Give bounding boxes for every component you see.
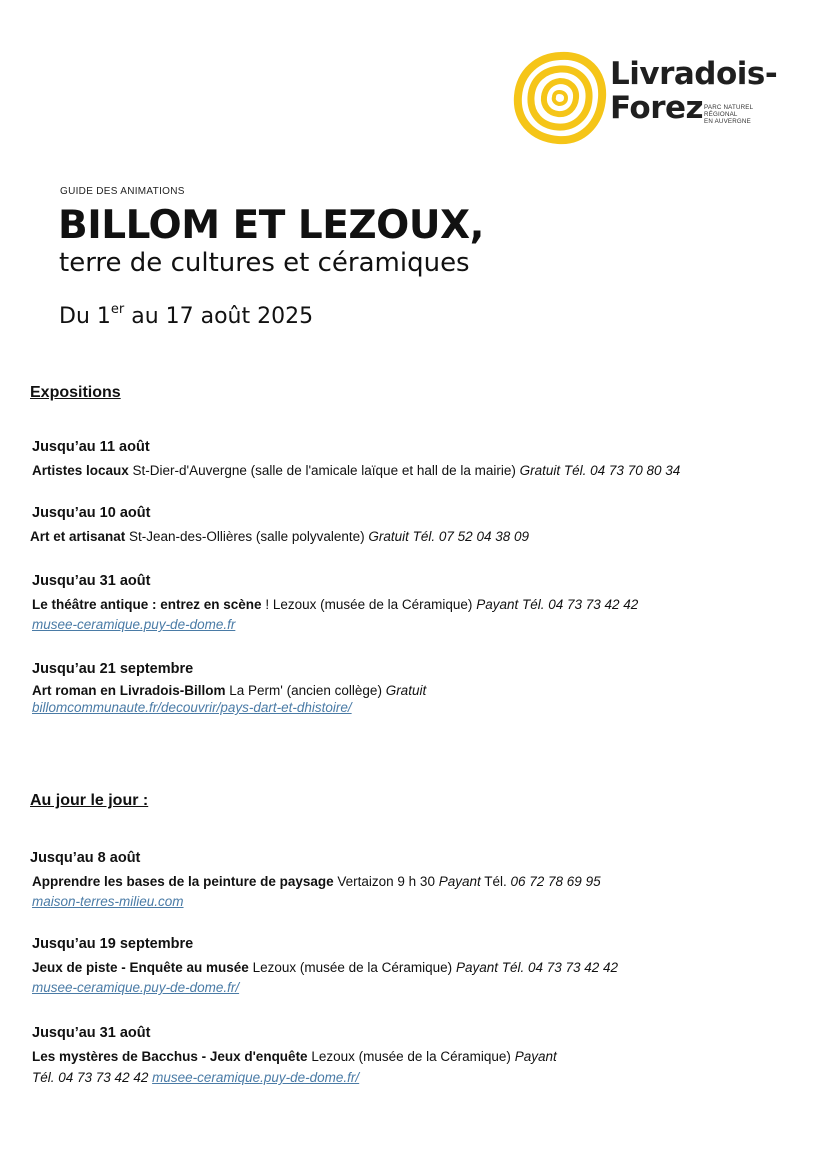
entry-place: La Perm' (ancien collège) [225, 683, 386, 698]
logo-sub-line: EN AUVERGNE [704, 118, 751, 125]
section-heading-au-jour-le-jour: Au jour le jour : [30, 792, 149, 809]
entry-price: Payant [514, 1049, 557, 1064]
entry-place: St-Jean-des-Ollières (salle polyvalente) [125, 529, 369, 544]
entry-price: Payant [438, 874, 481, 889]
dates-pre: Du 1 [59, 304, 111, 329]
entry-details [32, 460, 812, 481]
logo-word-livradois: Livradois- [610, 56, 778, 92]
livradois-forez-logo [512, 50, 792, 150]
list-item [32, 573, 812, 634]
entry-details [30, 526, 810, 547]
page-title: BILLOM ET LEZOUX, [58, 203, 484, 248]
entry-details [32, 594, 812, 615]
entry-link[interactable]: musee-ceramique.puy-de-dome.fr/ [152, 1070, 360, 1085]
entry-name: Art et artisanat [30, 529, 126, 544]
logo-word-forez: Forez [610, 90, 704, 126]
ring-logo-icon [512, 50, 608, 146]
entry-link[interactable]: maison-terres-milieu.com [32, 894, 184, 909]
guide-kicker: GUIDE DES ANIMATIONS [60, 186, 185, 197]
page-subtitle: terre de cultures et céramiques [59, 248, 470, 278]
entry-details-cont [32, 1067, 812, 1088]
logo-sub-line: RÉGIONAL [704, 111, 738, 118]
entry-details [32, 1046, 812, 1067]
entry-link[interactable]: musee-ceramique.puy-de-dome.fr/ [32, 980, 240, 995]
entry-price: Gratuit [519, 463, 561, 478]
entry-tel: Tél. 07 52 04 38 09 [408, 529, 529, 544]
entry-date: Jusqu’au 19 septembre [32, 936, 194, 952]
logo-sub-line: PARC NATUREL [704, 104, 754, 111]
entry-name: Artistes locaux [32, 463, 129, 478]
entry-name: Les mystères de Bacchus - Jeux d'enquête [32, 1049, 308, 1064]
entry-tel: Tél. 04 73 73 42 42 [497, 960, 619, 975]
entry-place: Lezoux (musée de la Céramique) [307, 1049, 515, 1064]
list-item [32, 439, 812, 481]
dates-post: au 17 août 2025 [124, 304, 314, 329]
entry-place: ! Lezoux (musée de la Céramique) [261, 597, 477, 612]
entry-tel: 06 72 78 69 95 [506, 874, 601, 889]
entry-date: Jusqu’au 10 août [32, 505, 151, 521]
list-item [32, 1025, 812, 1088]
entry-name: Art roman en Livradois-Billom [32, 683, 226, 698]
entry-price: Payant [476, 597, 519, 612]
entry-details [32, 682, 812, 699]
entry-place: Lezoux (musée de la Céramique) [248, 960, 456, 975]
entry-tel: Tél. 04 73 73 42 42 [518, 597, 639, 612]
entry-details [32, 871, 810, 892]
entry-name: Jeux de piste - Enquête au musée [32, 960, 249, 975]
entry-link[interactable]: billomcommunaute.fr/decouvrir/pays-dart-et-dhistoire/ [32, 700, 352, 715]
entry-date: Jusqu’au 31 août [32, 573, 151, 589]
entry-date: Jusqu’au 11 août [32, 439, 150, 455]
entry-name: Le théâtre antique : entrez en scène [32, 597, 262, 612]
list-item [32, 661, 812, 717]
entry-place: St-Dier-d'Auvergne (salle de l'amicale laïque et hall de la mairie) [128, 463, 520, 478]
entry-date: Jusqu’au 31 août [32, 1025, 151, 1041]
entry-tel: Tél. 04 73 70 80 34 [560, 463, 681, 478]
logo-subtitle [704, 104, 753, 125]
entry-price: Gratuit [385, 683, 427, 698]
entry-price: Gratuit [368, 529, 409, 544]
entry-date: Jusqu’au 21 septembre [32, 661, 194, 677]
entry-tel-label: Tél. [480, 874, 507, 889]
entry-details [32, 957, 812, 978]
entry-place: Vertaizon 9 h 30 [333, 874, 439, 889]
list-item [30, 505, 810, 547]
dates-sup: er [110, 302, 125, 317]
entry-tel: Tél. 04 73 73 42 42 [32, 1070, 153, 1085]
date-range [59, 304, 313, 329]
entry-price: Payant [455, 960, 498, 975]
entry-link[interactable]: musee-ceramique.puy-de-dome.fr [32, 617, 236, 632]
entry-name: Apprendre les bases de la peinture de paysage [32, 874, 334, 889]
list-item [32, 936, 812, 997]
list-item [30, 850, 810, 911]
entry-date: Jusqu’au 8 août [30, 850, 141, 866]
section-heading-expositions: Expositions [30, 384, 121, 401]
